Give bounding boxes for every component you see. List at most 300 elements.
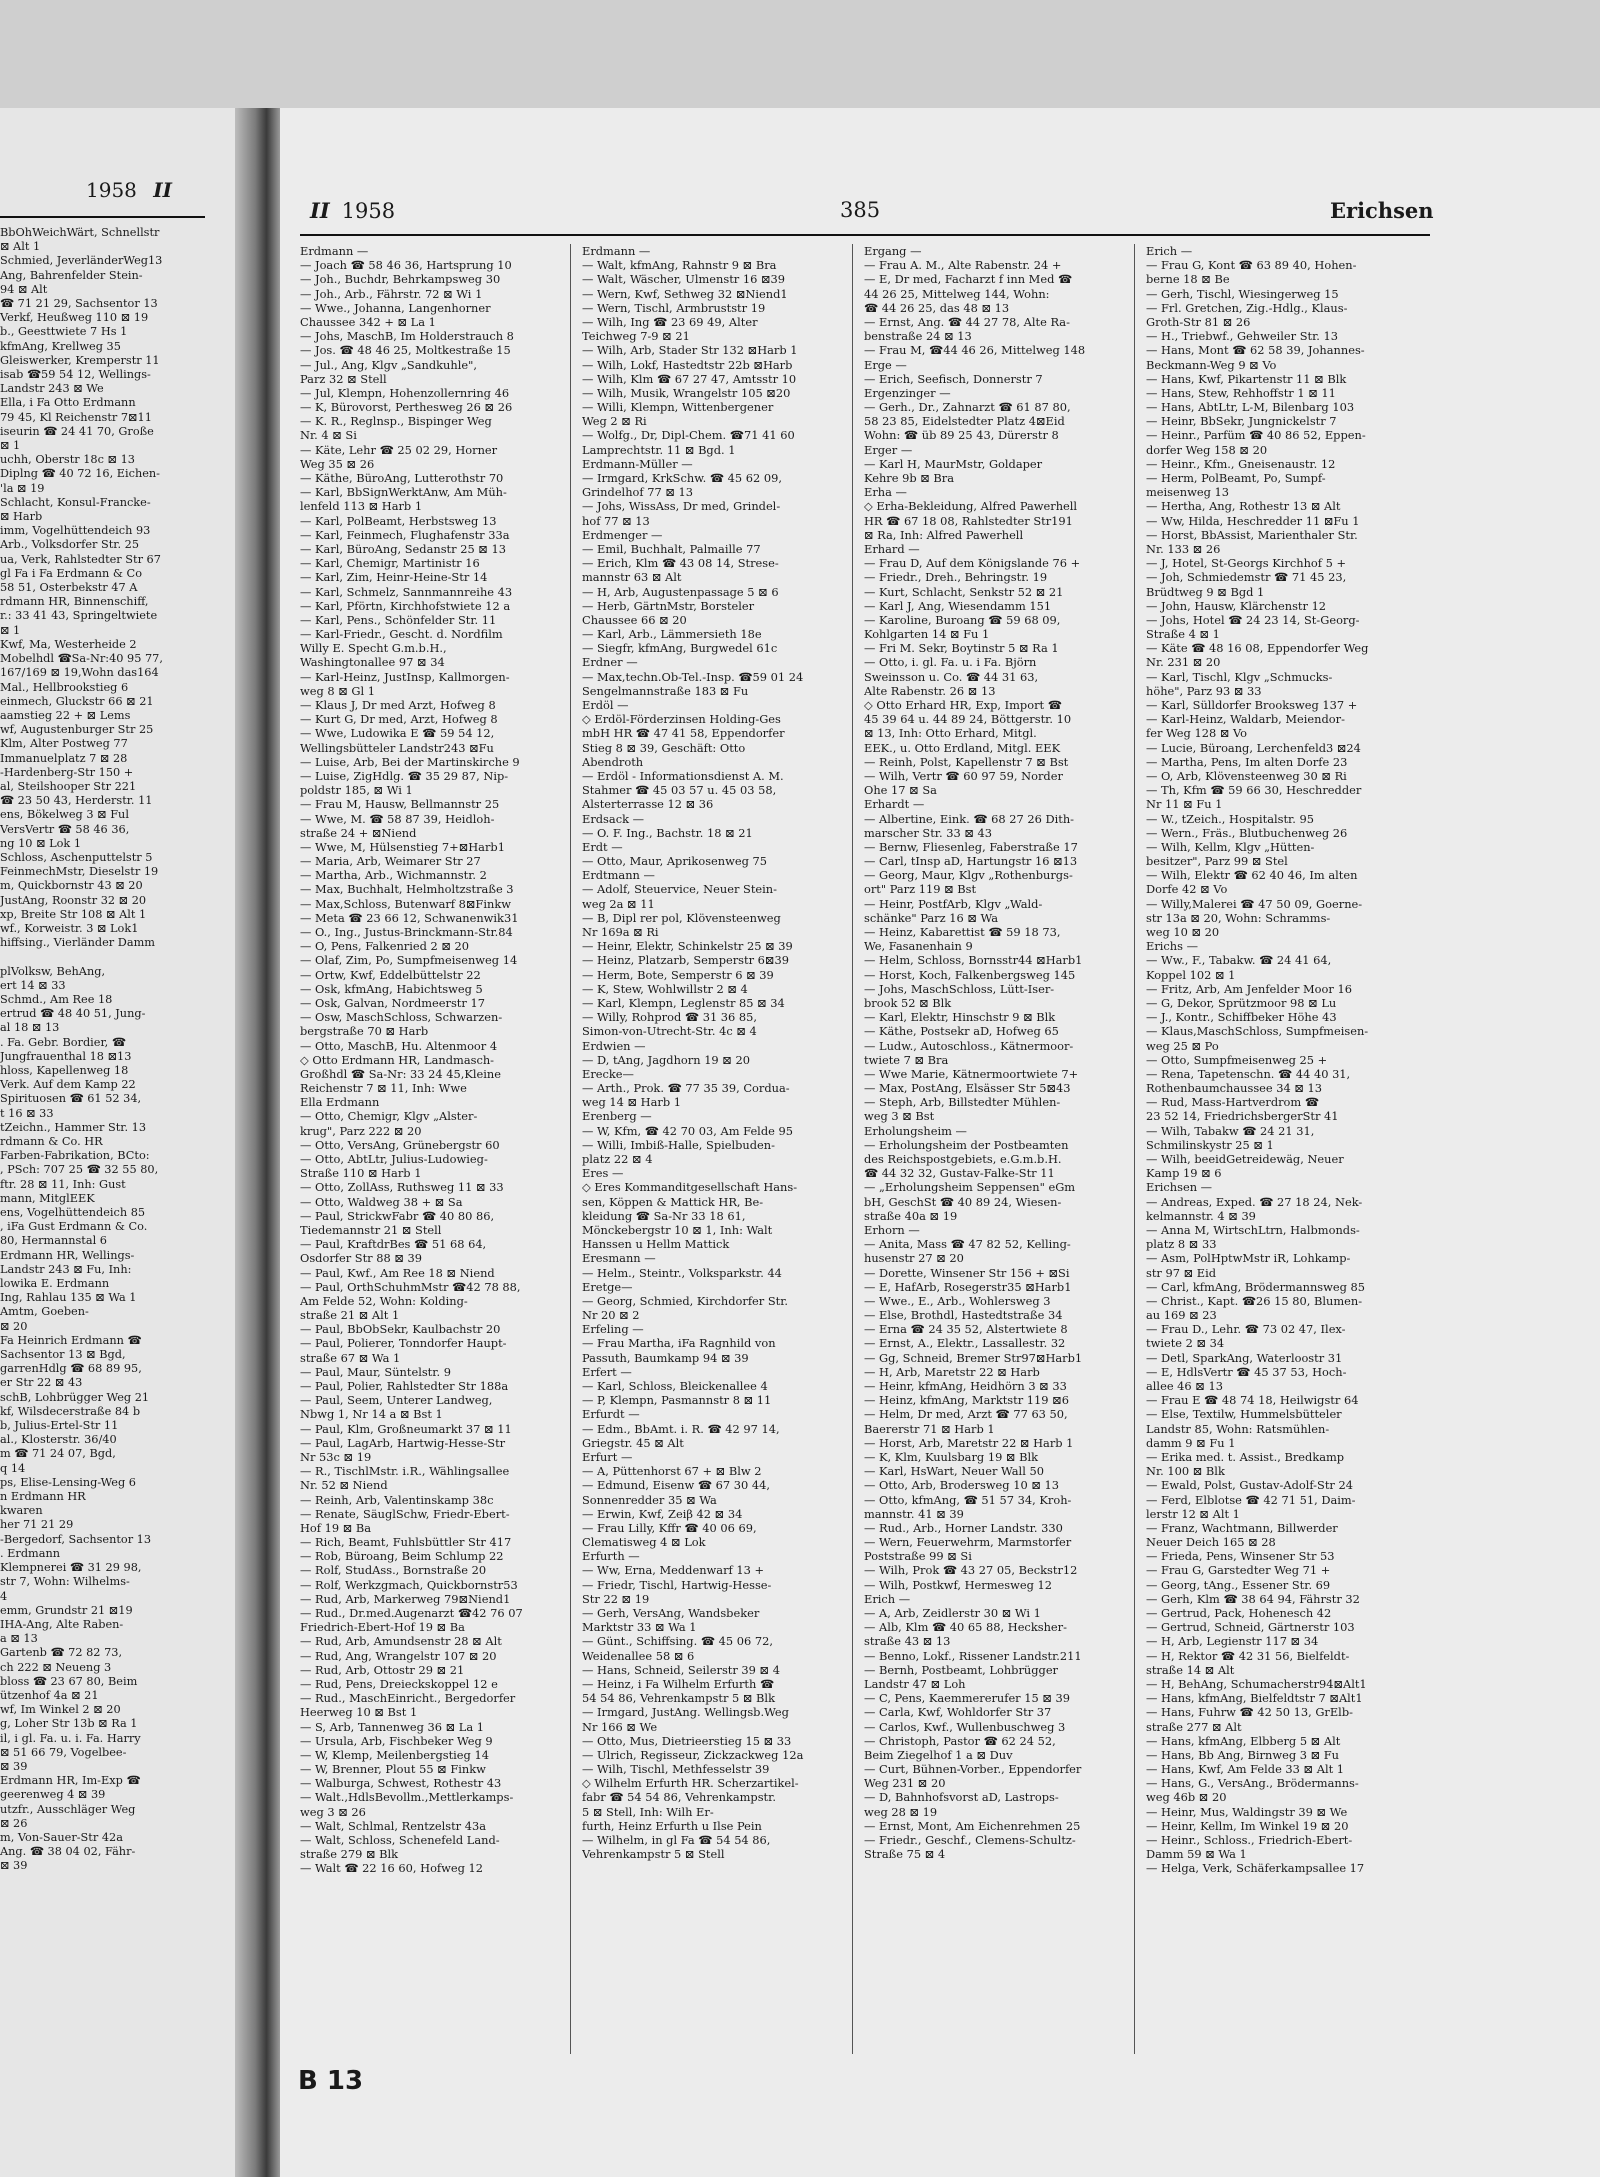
directory-entry-line: — Max,techn.Ob-Tel.-Insp. ☎59 01 24 (582, 669, 804, 684)
directory-entry-line: — Klaus J, Dr med Arzt, Hofweg 8 (300, 698, 496, 712)
directory-entry-line: — Rolf, StudAss., Bornstraße 20 (300, 1563, 487, 1578)
left-page-entry-line: Landstr 243 ⊠ Fu, Inh: (0, 1262, 132, 1276)
directory-entry-line: weg 8 ⊠ Gl 1 (300, 683, 376, 698)
directory-entry-line: — Hans, Stew, Rehhoffstr 1 ⊠ 11 (1146, 385, 1336, 400)
directory-entry-line: — Otto, MaschB, Hu. Altenmoor 4 (300, 1038, 498, 1053)
directory-entry-line: — Ortw, Kwf, Eddelbüttelstr 22 (300, 967, 481, 982)
directory-entry-line: str 97 ⊠ Eid (1146, 1265, 1217, 1280)
left-page-entry-line: Immanuelplatz 7 ⊠ 28 (0, 751, 128, 765)
directory-entry-line: — Heinz, i Fa Wilhelm Erfurth ☎ (582, 1676, 775, 1691)
directory-entry-line: — Karl-Heinz, Waldarb, Meiendor- (1146, 712, 1345, 727)
directory-entry-line: Wohn: ☎ üb 89 25 43, Dürerstr 8 (864, 428, 1059, 443)
directory-entry-line: — Wilh, Arb, Stader Str 132 ⊠Harb 1 (582, 343, 798, 358)
directory-entry-line: Grindelhof 77 ⊠ 13 (582, 485, 694, 500)
left-page-entry-line: aamstieg 22 + ⊠ Lems (0, 708, 131, 722)
directory-entry-line: Erecke— (582, 1066, 634, 1081)
directory-entry-line: Brüdtweg 9 ⊠ Bgd 1 (1146, 584, 1265, 599)
directory-entry-line: Ergenzinger — (864, 385, 951, 400)
directory-entry-line: Erich — (1146, 244, 1193, 258)
directory-entry-line: Erha — (864, 485, 907, 500)
directory-entry-line: au 169 ⊠ 23 (1146, 1308, 1217, 1323)
directory-entry-line: schänke" Parz 16 ⊠ Wa (864, 910, 998, 925)
directory-entry-line: Damm 59 ⊠ Wa 1 (1146, 1847, 1247, 1862)
left-page-entry-line: wf, Im Winkel 2 ⊠ 20 (0, 1703, 121, 1717)
directory-entry-line: des Reichspostgebiets, e.G.m.b.H. (864, 1152, 1062, 1166)
directory-entry-line: — Ww., F., Tabakw. ☎ 24 41 64, (1146, 953, 1332, 968)
directory-entry-line: fer Weg 128 ⊠ Vo (1146, 726, 1248, 741)
left-page-entry-line: Schmd., Am Ree 18 (0, 992, 113, 1006)
directory-entry-line: — Karl, Pens., Schönfelder Str. 11 (300, 612, 497, 627)
directory-entry-line: — Hans, kfmAng, Bielfeldtstr 7 ⊠Alt1 (1146, 1691, 1363, 1706)
left-page-entry-line: ☎ 71 21 29, Sachsentor 13 (0, 297, 158, 311)
left-page-entry-line: 80, Hermannstal 6 (0, 1234, 107, 1248)
directory-entry-line: weg 14 ⊠ Harb 1 (582, 1095, 682, 1110)
directory-entry-line: — Osk, kfmAng, Habichtsweg 5 (300, 981, 483, 996)
directory-entry-line: — Otto, VersAng, Grünebergstr 60 (300, 1137, 500, 1152)
left-page-entry-line: xp, Breite Str 108 ⊠ Alt 1 (0, 907, 147, 921)
directory-entry-line: — Kurt G, Dr med, Arzt, Hofweg 8 (300, 712, 498, 727)
directory-entry-line: — Ernst, A., Elektr., Lassallestr. 32 (864, 1336, 1066, 1351)
directory-entry-line: Landstr 47 ⊠ Loh (864, 1676, 966, 1691)
directory-entry-line: — Karl, Pförtn, Kirchhofstwiete 12 a (300, 598, 511, 613)
directory-entry-line: Ella Erdmann (300, 1095, 380, 1110)
directory-entry-line: — Georg, Maur, Klgv „Rothenburgs- (864, 868, 1073, 883)
directory-entry-line: — Paul, Klm, Großneumarkt 37 ⊠ 11 (300, 1421, 512, 1436)
left-page-entry-line: ⊠ 20 (0, 1319, 28, 1333)
left-page-entry-line: Ing, Rahlau 135 ⊠ Wa 1 (0, 1291, 137, 1305)
directory-entry-line: — Kurt, Schlacht, Senkstr 52 ⊠ 21 (864, 584, 1064, 599)
directory-entry-line: damm 9 ⊠ Fu 1 (1146, 1435, 1236, 1450)
directory-entry-line: Nr. 231 ⊠ 20 (1146, 655, 1221, 670)
directory-entry-line: Nr. 100 ⊠ Blk (1146, 1464, 1225, 1479)
directory-entry-line: Simon-von-Utrecht-Str. 4c ⊠ 4 (582, 1024, 757, 1039)
left-page-entry-line: Erdmann HR, Im-Exp ☎ (0, 1774, 141, 1788)
directory-entry-line: — Hans, Kwf, Am Felde 33 ⊠ Alt 1 (1146, 1762, 1345, 1777)
left-page-entry-line: schB, Lohbrügger Weg 21 (0, 1390, 150, 1404)
directory-entry-line: Erfert — (582, 1364, 632, 1379)
left-page-entry-line: al., Klosterstr. 36/40 (0, 1433, 117, 1447)
left-page-entry-line: Spirituosen ☎ 61 52 34, (0, 1092, 142, 1106)
directory-entry-line: str 13a ⊠ 20, Wohn: Schramms- (1146, 910, 1331, 925)
directory-column-1 (300, 244, 560, 1876)
directory-entry-line: Erdöl — (582, 698, 629, 712)
directory-entry-line: marscher Str. 33 ⊠ 43 (864, 825, 992, 840)
directory-entry-line: Eresmann — (582, 1251, 656, 1266)
directory-entry-line: meisenweg 13 (1146, 485, 1230, 500)
left-page-entry-line: Sachsentor 13 ⊠ Bgd, (0, 1348, 126, 1362)
left-page-entry-line: gl Fa i Fa Erdmann & Co (0, 566, 142, 580)
left-page-entry-line: uchh, Oberstr 18c ⊠ 13 (0, 453, 135, 467)
left-page-entry-line: q 14 (0, 1461, 26, 1475)
directory-entry-line: — Ursula, Arb, Fischbeker Weg 9 (300, 1733, 493, 1748)
directory-entry-line: Passuth, Baumkamp 94 ⊠ 39 (582, 1350, 749, 1365)
directory-entry-line: — Wwe., Johanna, Langenhorner (300, 300, 491, 315)
directory-entry-line: — Wilh, Musik, Wrangelstr 105 ⊠20 (582, 385, 791, 400)
directory-entry-line: — Gerh., Dr., Zahnarzt ☎ 61 87 80, (864, 400, 1071, 415)
left-page-entry-line: Ang. ☎ 38 04 02, Fähr- (0, 1845, 136, 1859)
directory-entry-line: — Meta ☎ 23 66 12, Schwanenwik31 (300, 910, 519, 925)
directory-entry-line: Abendroth (582, 754, 644, 769)
left-page-entry-line: 4 (0, 1589, 8, 1603)
directory-entry-line: — Walt, Wäscher, Ulmenstr 16 ⊠39 (582, 272, 785, 287)
left-page-entry-line: Fa Heinrich Erdmann ☎ (0, 1333, 142, 1347)
directory-entry-line: straße 40a ⊠ 19 (864, 1208, 958, 1223)
directory-entry-line: — A, Püttenhorst 67 + ⊠ Blw 2 (582, 1464, 762, 1479)
left-page-entry-line: mann, MitglEEK (0, 1191, 95, 1205)
directory-entry-line: ◇ Otto Erhard HR, Exp, Import ☎ (864, 698, 1062, 712)
directory-entry-line: Eres — (582, 1166, 624, 1181)
directory-entry-line: — Lucie, Büroang, Lerchenfeld3 ⊠24 (1146, 740, 1361, 755)
directory-entry-line: — Karl, PolBeamt, Herbstsweg 13 (300, 513, 497, 528)
directory-entry-line: — R., TischlMstr. i.R., Wählingsallee (300, 1464, 510, 1479)
left-page-entry-line: FeinmechMstr, Dieselstr 19 (0, 865, 159, 879)
directory-entry-line: Nr 169a ⊠ Ri (582, 925, 659, 939)
directory-entry-line: — Helga, Verk, Schäferkampsallee 17 (1146, 1861, 1365, 1876)
left-page-entry-line: Amtm, Goeben- (0, 1305, 89, 1319)
column-divider (570, 244, 571, 2054)
directory-entry-line: Sweinsson u. Co. ☎ 44 31 63, (864, 669, 1039, 684)
directory-entry-line: — Fritz, Arb, Am Jenfelder Moor 16 (1146, 981, 1352, 996)
directory-entry-line: — Frau G, Kont ☎ 63 89 40, Hohen- (1146, 258, 1357, 273)
left-page-entry-line: Schlacht, Konsul-Francke- (0, 495, 151, 509)
left-page-entry-line: kfmAng, Krellweg 35 (0, 339, 121, 353)
left-page-entry-line: m, Von-Sauer-Str 42a (0, 1830, 123, 1844)
directory-entry-line: Chaussee 342 + ⊠ La 1 (300, 314, 436, 329)
directory-entry-line: poldstr 185, ⊠ Wi 1 (300, 783, 413, 798)
directory-entry-line: Vehrenkampstr 5 ⊠ Stell (582, 1847, 725, 1862)
running-head: Erichsen (1330, 198, 1434, 223)
directory-entry-line: — Otto, Sumpfmeisenweg 25 + (1146, 1052, 1328, 1067)
left-page-entry-line: JustAng, Roonstr 32 ⊠ 20 (0, 893, 147, 907)
directory-entry-line: — John, Hausw, Klärchenstr 12 (1146, 598, 1327, 613)
directory-entry-line: ◇ Otto Erdmann HR, Landmasch- (300, 1052, 495, 1067)
directory-entry-line: Erdmann-Müller — (582, 456, 693, 471)
directory-entry-line: — Karl, Klempn, Leglenstr 85 ⊠ 34 (582, 995, 785, 1010)
directory-entry-line: — Karl, Chemigr, Martinistr 16 (300, 556, 480, 571)
directory-entry-line: — E, HafArb, Rosegerstr35 ⊠Harb1 (864, 1279, 1072, 1294)
directory-entry-line: — Heinz, kfmAng, Marktstr 119 ⊠6 (864, 1393, 1069, 1408)
directory-entry-line: bergstraße 70 ⊠ Harb (300, 1024, 429, 1039)
left-page-entry-line: ützenhof 4a ⊠ 21 (0, 1688, 99, 1702)
left-page-entry-line: Mal., Hellbrookstieg 6 (0, 680, 129, 694)
left-page-entry-line: imm, Vogelhüttendeich 93 (0, 524, 151, 538)
right-page (280, 108, 1600, 2177)
directory-entry-line: — Wilh, Tischl, Methfesselstr 39 (582, 1762, 770, 1777)
left-page-entry-line: Farben-Fabrikation, BCto: (0, 1149, 150, 1163)
right-page-volume-year (310, 198, 395, 223)
directory-entry-line: weg 28 ⊠ 19 (864, 1804, 938, 1819)
directory-entry-line: — Johs, MaschB, Im Holderstrauch 8 (300, 329, 514, 344)
directory-entry-line: — Rud, Arb, Markerweg 79⊠Niend1 (300, 1591, 511, 1606)
directory-entry-line: — Wilh, Vertr ☎ 60 97 59, Norder (864, 768, 1063, 783)
directory-entry-line: — Christ., Kapt. ☎26 15 80, Blumen- (1146, 1293, 1363, 1308)
directory-entry-line: — K, Bürovorst, Perthesweg 26 ⊠ 26 (300, 400, 513, 415)
directory-entry-line: — Johs, WissAss, Dr med, Grindel- (582, 499, 781, 514)
directory-entry-line: kleidung ☎ Sa-Nr 33 18 61, (582, 1208, 746, 1223)
left-page-entry-line: m ☎ 71 24 07, Bgd, (0, 1447, 116, 1461)
left-page-entry-line: geerenweg 4 ⊠ 39 (0, 1788, 106, 1802)
directory-entry-line: straße 24 + ⊠Niend (300, 825, 417, 840)
directory-entry-line: — Paul, Polier, Rahlstedter Str 188a (300, 1379, 509, 1393)
directory-entry-line: 44 26 25, Mittelweg 144, Wohn: (864, 286, 1050, 301)
directory-entry-line: — Ulrich, Regisseur, Zickzackweg 12a (582, 1747, 804, 1762)
directory-entry-line: — Rud., MaschEinricht., Bergedorfer (300, 1691, 516, 1706)
directory-entry-line: benstraße 24 ⊠ 13 (864, 329, 972, 344)
directory-entry-line: bH, GeschSt ☎ 40 89 24, Wiesen- (864, 1194, 1062, 1209)
directory-entry-line: — Rena, Tapetenschn. ☎ 44 40 31, (1146, 1066, 1351, 1081)
left-page-entry-line: hiffsing., Vierländer Damm (0, 936, 156, 950)
directory-entry-line: Alsterterrasse 12 ⊠ 36 (582, 797, 714, 812)
directory-entry-line: — B, Dipl rer pol, Klövensteenweg (582, 910, 781, 925)
left-page-entry-line: . Erdmann (0, 1546, 61, 1560)
directory-entry-line: — Irmgard, KrkSchw. ☎ 45 62 09, (582, 471, 782, 485)
left-page-entry-line: 167/169 ⊠ 19,Wohn das164 (0, 666, 159, 680)
directory-entry-line: — Paul, KraftdrBes ☎ 51 68 64, (300, 1237, 487, 1252)
directory-entry-line: — Frau D, Auf dem Königslande 76 + (864, 556, 1081, 571)
directory-entry-line: — Jos. ☎ 48 46 25, Moltkestraße 15 (300, 343, 511, 358)
directory-entry-line: Erichsen — (1146, 1180, 1213, 1195)
directory-entry-line: — Willi, Imbiß-Halle, Spielbuden- (582, 1137, 775, 1152)
directory-entry-line: — Ewald, Polst, Gustav-Adolf-Str 24 (1146, 1478, 1353, 1493)
directory-entry-line: höhe", Parz 93 ⊠ 33 (1146, 683, 1262, 698)
directory-entry-line: — Wilh, beeidGetreidewäg, Neuer (1146, 1152, 1344, 1166)
directory-entry-line: Erge — (864, 357, 907, 372)
directory-entry-line: — Hans, kfmAng, Elbberg 5 ⊠ Alt (1146, 1733, 1341, 1748)
left-page-entry-line (0, 950, 205, 964)
directory-entry-line: — Willi, Klempn, Wittenbergener (582, 400, 774, 415)
directory-entry-line: — Wwe., E., Arb., Wohlersweg 3 (864, 1293, 1051, 1308)
left-page-entry-line: Kwf, Ma, Westerheide 2 (0, 637, 137, 651)
directory-entry-line: — Anna M, WirtschLtrn, Halbmonds- (1146, 1222, 1360, 1237)
directory-entry-line: — Frau M, ☎44 46 26, Mittelweg 148 (864, 343, 1086, 358)
directory-entry-line: Weg 35 ⊠ 26 (300, 456, 375, 471)
left-page-entry-line: str 7, Wohn: Wilhelms- (0, 1575, 130, 1589)
directory-entry-line: Poststraße 99 ⊠ Si (864, 1549, 972, 1564)
left-page-header (86, 178, 172, 202)
left-page-entry-line: garrenHdlg ☎ 68 89 95, (0, 1362, 142, 1376)
directory-entry-line: — H, Arb, Maretstr 22 ⊠ Harb (864, 1364, 1040, 1379)
left-page-entry-line: VersVertr ☎ 58 46 36, (0, 822, 130, 836)
directory-entry-line: — Wilh, Kellm, Klgv „Hütten- (1146, 839, 1315, 854)
directory-entry-line: — W, Kfm, ☎ 42 70 03, Am Felde 95 (582, 1123, 793, 1138)
directory-entry-line: — Franz, Wachtmann, Billwerder (1146, 1520, 1338, 1535)
directory-entry-line: — J., Kontr., Schiffbeker Höhe 43 (1146, 1010, 1337, 1025)
directory-entry-line: Hof 19 ⊠ Ba (300, 1520, 372, 1535)
directory-entry-line: — Frau G, Garstedter Weg 71 + (1146, 1563, 1331, 1578)
left-page-entry-line: Diplng ☎ 40 72 16, Eichen- (0, 467, 161, 481)
directory-entry-line: Kamp 19 ⊠ 6 (1146, 1166, 1222, 1181)
directory-entry-line: — Frieda, Pens, Winsener Str 53 (1146, 1549, 1335, 1564)
directory-entry-line: — Paul, BbObSekr, Kaulbachstr 20 (300, 1322, 501, 1337)
directory-entry-line: — Heinr, Mus, Waldingstr 39 ⊠ We (1146, 1804, 1348, 1819)
left-page-entry-line: Gleiswerker, Kremperstr 11 (0, 353, 160, 367)
directory-entry-line: — Karl, Elektr, Hinschstr 9 ⊠ Blk (864, 1010, 1056, 1025)
directory-entry-line: — Wilh, Lokf, Hastedtstr 22b ⊠Harb (582, 357, 793, 372)
left-page-entry-line: bloss ☎ 23 67 80, Beim (0, 1674, 138, 1688)
directory-entry-line: — Siegfr, kfmAng, Burgwedel 61c (582, 641, 778, 656)
directory-entry-line: — P, Klempn, Pasmannstr 8 ⊠ 11 (582, 1393, 772, 1408)
directory-entry-line: — Hans, Mont ☎ 62 58 39, Johannes- (1146, 343, 1365, 358)
directory-entry-line: — Heinz, Kabarettist ☎ 59 18 73, (864, 925, 1061, 939)
directory-entry-line: — Karl, Zim, Heinr-Heine-Str 14 (300, 570, 488, 585)
directory-entry-line: — Helm., Steintr., Volksparkstr. 44 (582, 1265, 782, 1280)
directory-entry-line: ◇ Wilhelm Erfurth HR. Scherzartikel- (582, 1776, 799, 1791)
directory-entry-line: — Else, Brothdl, Hastedtstraße 34 (864, 1308, 1063, 1323)
directory-entry-line: — Wilh, Klm ☎ 67 27 47, Amtsstr 10 (582, 371, 797, 386)
directory-entry-line: — Karl, Schloss, Bleickenallee 4 (582, 1379, 768, 1393)
directory-entry-line: — Anita, Mass ☎ 47 82 52, Kelling- (864, 1237, 1071, 1252)
directory-entry-line: Erfurth — (582, 1549, 640, 1564)
left-page-entry-line: r.: 33 41 43, Springeltwiete (0, 609, 158, 623)
directory-entry-line: — Christoph, Pastor ☎ 62 24 52, (864, 1733, 1056, 1748)
directory-entry-line: — Irmgard, JustAng. Wellingsb.Weg (582, 1705, 789, 1720)
right-page-header-rule (300, 234, 1430, 236)
left-page-year: 1958 (86, 178, 137, 202)
directory-entry-line: twiete 7 ⊠ Bra (864, 1052, 949, 1067)
directory-entry-line: — Erna ☎ 24 35 52, Alstertwiete 8 (864, 1322, 1068, 1337)
left-page-entry-line: , PSch: 707 25 ☎ 32 55 80, (0, 1163, 159, 1177)
directory-entry-line: Am Felde 52, Wohn: Kolding- (300, 1293, 468, 1308)
directory-entry-line: — Frl. Gretchen, Zig.-Hdlg., Klaus- (1146, 300, 1348, 315)
directory-entry-line: — Joach ☎ 58 46 36, Hartsprung 10 (300, 258, 512, 273)
directory-entry-line: Sonnenredder 35 ⊠ Wa (582, 1492, 717, 1507)
directory-entry-line: Koppel 102 ⊠ 1 (1146, 967, 1236, 982)
right-page-header (280, 198, 1600, 228)
directory-entry-line: Straße 110 ⊠ Harb 1 (300, 1166, 422, 1181)
directory-entry-line: — O., Ing., Justus-Brinckmann-Str.84 (300, 925, 513, 939)
directory-entry-line: — Heinr., Kfm., Gneisenaustr. 12 (1146, 456, 1336, 471)
directory-entry-line: mannstr. 41 ⊠ 39 (864, 1506, 964, 1521)
directory-entry-line: — Heinr, kfmAng, Heidhörn 3 ⊠ 33 (864, 1379, 1067, 1393)
left-page-entry-line: a ⊠ 13 (0, 1632, 38, 1646)
directory-entry-line: — Hans, AbtLtr, L-M, Bilenbarg 103 (1146, 400, 1355, 415)
directory-entry-line: — Hans, Fuhrw ☎ 42 50 13, GrElb- (1146, 1705, 1353, 1720)
directory-entry-line: — W, Brenner, Plout 55 ⊠ Finkw (300, 1762, 486, 1777)
directory-entry-line: — Wern., Fräs., Blutbuchenweg 26 (1146, 825, 1348, 840)
directory-entry-line: — Horst, Koch, Falkenbergsweg 145 (864, 967, 1076, 982)
directory-entry-line: Reichenstr 7 ⊠ 11, Inh: Wwe (300, 1081, 467, 1096)
directory-entry-line: — Heinr, BbSekr, Jungnickelstr 7 (1146, 414, 1337, 429)
directory-entry-line: — Heinr, PostfArb, Klgv „Wald- (864, 896, 1043, 911)
left-page-entry-line: Erdmann HR, Wellings- (0, 1248, 135, 1262)
directory-entry-line: — D, tAng, Jagdhorn 19 ⊠ 20 (582, 1052, 750, 1067)
directory-entry-line: ort" Parz 119 ⊠ Bst (864, 882, 977, 897)
directory-entry-line: mbH HR ☎ 47 41 58, Eppendorfer (582, 726, 785, 741)
directory-entry-line: — Georg, tAng., Essener Str. 69 (1146, 1577, 1331, 1592)
left-page-entry-line: ⊠ 1 (0, 439, 21, 453)
directory-entry-line: — Gerh, Tischl, Wiesingerweg 15 (1146, 286, 1339, 301)
left-page-entry-line: ⊠ 1 (0, 623, 21, 637)
directory-entry-line: Erfurdt — (582, 1407, 640, 1422)
directory-entry-line: — S, Arb, Tannenweg 36 ⊠ La 1 (300, 1719, 485, 1734)
directory-entry-line: Parz 32 ⊠ Stell (300, 371, 387, 386)
directory-entry-line: Mönckebergstr 10 ⊠ 1, Inh: Walt (582, 1222, 773, 1237)
directory-entry-line: Landstr 85, Wohn: Ratsmühlen- (1146, 1421, 1330, 1436)
left-page-entry-line: Verk. Auf dem Kamp 22 (0, 1078, 136, 1092)
directory-entry-line: Stahmer ☎ 45 03 57 u. 45 03 58, (582, 783, 777, 798)
directory-entry-line: Erfeling — (582, 1322, 644, 1337)
directory-entry-line: — A, Arb, Zeidlerstr 30 ⊠ Wi 1 (864, 1606, 1041, 1620)
directory-entry-line: — Martha, Pens, Im alten Dorfe 23 (1146, 754, 1348, 769)
directory-entry-line: — O, Pens, Falkenried 2 ⊠ 20 (300, 939, 470, 954)
left-page-entry-line: BbOhWeichWärt, Schnellstr (0, 226, 160, 239)
directory-entry-line: — Arth., Prok. ☎ 77 35 39, Cordua- (582, 1081, 790, 1096)
directory-entry-line: — Carlos, Kwf., Wullenbuschweg 3 (864, 1719, 1066, 1734)
directory-entry-line: — Curt, Bühnen-Vorber., Eppendorfer (864, 1762, 1082, 1777)
left-page-entry-line: emm, Grundstr 21 ⊠19 (0, 1603, 133, 1617)
directory-entry-line: Erfurt — (582, 1449, 633, 1464)
directory-entry-line: Ergang — (864, 244, 922, 258)
left-page-entry-line: utzfr., Ausschläger Weg (0, 1802, 136, 1816)
directory-entry-line: berne 18 ⊠ Be (1146, 272, 1230, 287)
directory-entry-line: — Osw, MaschSchloss, Schwarzen- (300, 1010, 503, 1025)
left-page-entry-line: ⊠ 51 66 79, Vogelbee- (0, 1745, 127, 1759)
directory-entry-line: Erich — (864, 1591, 911, 1606)
directory-entry-line: — Rob, Büroang, Beim Schlump 22 (300, 1549, 504, 1564)
directory-entry-line: — Erdöl - Informationsdienst A. M. (582, 768, 784, 783)
left-page-header-rule (0, 216, 205, 218)
directory-entry-line: EEK., u. Otto Erdland, Mitgl. EEK (864, 740, 1061, 755)
left-page-entry-line: ftr. 28 ⊠ 11, Inh: Gust (0, 1177, 126, 1191)
directory-entry-line: weg 25 ⊠ Po (1146, 1038, 1219, 1053)
book-gutter (235, 108, 280, 2177)
directory-entry-line: Eretge— (582, 1279, 633, 1294)
left-page-entry-line: Klempnerei ☎ 31 29 98, (0, 1561, 142, 1575)
directory-entry-line: — Paul, LagArb, Hartwig-Hesse-Str (300, 1435, 506, 1450)
directory-entry-line: — Maria, Arb, Weimarer Str 27 (300, 854, 481, 869)
directory-entry-line: straße 21 ⊠ Alt 1 (300, 1308, 400, 1323)
directory-entry-line: Willy E. Specht G.m.b.H., (300, 641, 447, 656)
directory-entry-line: — Karl, Tischl, Klgv „Schmucks- (1146, 669, 1333, 684)
directory-entry-line: — Ernst, Mont, Am Eichenrehmen 25 (864, 1818, 1081, 1833)
directory-entry-line: sen, Köppen & Mattick HR, Be- (582, 1194, 764, 1209)
directory-entry-line: — H, Arb, Legienstr 117 ⊠ 34 (1146, 1634, 1319, 1649)
directory-entry-line: — Friedr, Tischl, Hartwig-Hesse- (582, 1577, 772, 1592)
directory-entry-line: — Frau E ☎ 48 74 18, Heilwigstr 64 (1146, 1393, 1359, 1408)
left-page-entry-line: ⊠ 39 (0, 1859, 28, 1873)
directory-entry-line: twiete 2 ⊠ 34 (1146, 1336, 1225, 1351)
directory-entry-line: — Käthe, Postsekr aD, Hofweg 65 (864, 1024, 1059, 1039)
directory-entry-line: weg 46b ⊠ 20 (1146, 1790, 1227, 1805)
directory-entry-line: — Otto, ZollAss, Ruthsweg 11 ⊠ 33 (300, 1180, 504, 1195)
directory-entry-line: — Hans, Kwf, Pikartenstr 11 ⊠ Blk (1146, 371, 1347, 386)
directory-entry-line: Erhardt — (864, 797, 925, 812)
left-page-entry-line: Schloss, Aschenputtelstr 5 (0, 850, 153, 864)
directory-entry-line: — Heinr, Kellm, Im Winkel 19 ⊠ 20 (1146, 1818, 1349, 1833)
directory-entry-line: — Renate, SäuglSchw, Friedr-Ebert- (300, 1506, 510, 1521)
directory-entry-line: Rothenbaumchaussee 34 ⊠ 13 (1146, 1081, 1323, 1096)
directory-entry-line: — Karl, Feinmech, Flughafenstr 33a (300, 527, 510, 542)
directory-entry-line: — Th, Kfm ☎ 59 66 30, Heschredder (1146, 783, 1362, 798)
left-page-entry-line: b, Julius-Ertel-Str 11 (0, 1419, 119, 1433)
directory-entry-line: — Wern, Tischl, Armbruststr 19 (582, 300, 766, 315)
directory-entry-line: — Otto, kfmAng, ☎ 51 57 34, Kroh- (864, 1492, 1072, 1507)
directory-entry-line: — Wilh, Postkwf, Hermesweg 12 (864, 1577, 1052, 1592)
directory-entry-line: — Walt, kfmAng, Rahnstr 9 ⊠ Bra (582, 258, 777, 273)
directory-entry-line: — Frau M, Hausw, Bellmannstr 25 (300, 797, 500, 812)
directory-entry-line: — Wolfg., Dr, Dipl-Chem. ☎71 41 60 (582, 428, 795, 443)
left-page-entry-line: 'la ⊠ 19 (0, 481, 45, 495)
directory-entry-line: — Walt, Schlmal, Rentzelstr 43a (300, 1818, 487, 1833)
left-page-entry-line: ens, Vogelhüttendeich 85 (0, 1206, 146, 1220)
directory-entry-line: Erenberg — (582, 1109, 652, 1124)
directory-entry-line: Erdwien — (582, 1038, 646, 1053)
directory-entry-line: Nr 53c ⊠ 19 (300, 1449, 372, 1464)
directory-entry-line: Heerweg 10 ⊠ Bst 1 (300, 1705, 418, 1720)
directory-entry-line: — Paul, StrickwFabr ☎ 40 80 86, (300, 1208, 495, 1223)
directory-entry-line: krug", Parz 222 ⊠ 20 (300, 1123, 422, 1138)
directory-entry-line: — Karl J, Ang, Wiesendamm 151 (864, 598, 1052, 613)
